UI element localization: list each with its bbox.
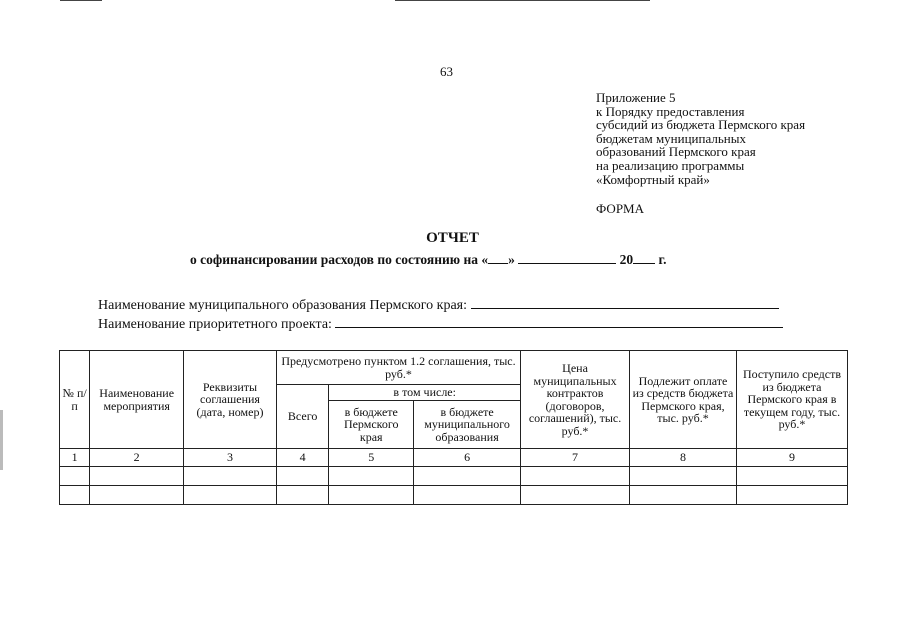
page-number: 63: [440, 64, 453, 79]
header-event-name: Наименование мероприятия: [90, 351, 184, 449]
column-number: 8: [630, 449, 737, 467]
subtitle-year-prefix: 20: [619, 252, 634, 267]
header-received: Поступило средств из бюджета Пермского края в текущем году, тыс. руб.*: [736, 351, 847, 449]
column-number: 9: [736, 449, 847, 467]
column-number: 4: [276, 449, 328, 467]
header-including: в том числе:: [329, 385, 521, 401]
project-label: Наименование приоритетного проекта:: [98, 317, 332, 332]
report-title: ОТЧЕТ: [426, 230, 479, 246]
table-cell[interactable]: [90, 467, 184, 486]
appendix-line: «Комфортный край»: [596, 171, 710, 187]
table-row: [60, 486, 848, 505]
subtitle-close-quote: »: [508, 252, 515, 267]
header-provided: Предусмотрено пунктом 1.2 соглашения, тыс. руб.*: [276, 351, 520, 385]
column-number-row: [60, 449, 848, 467]
column-number: 3: [184, 449, 277, 467]
day-blank: [488, 251, 508, 264]
appendix-line: Приложение 5: [596, 90, 676, 105]
appendix-line: к Порядку предоставления: [596, 103, 745, 119]
table-cell[interactable]: [630, 486, 737, 505]
subtitle-suffix: г.: [658, 252, 667, 267]
project-blank[interactable]: [335, 315, 783, 328]
header-total: Всего: [276, 385, 328, 449]
column-number: 2: [90, 449, 184, 467]
appendix-line: бюджетам муниципальных: [596, 130, 746, 146]
table-cell[interactable]: [90, 486, 184, 505]
table-cell[interactable]: [414, 486, 521, 505]
appendix-block: [596, 91, 805, 186]
table-cell[interactable]: [60, 486, 90, 505]
header-num: № п/п: [60, 351, 90, 449]
column-number: 7: [521, 449, 630, 467]
month-blank: [518, 251, 616, 264]
table-cell[interactable]: [414, 467, 521, 486]
table-cell[interactable]: [276, 467, 328, 486]
report-subtitle: [190, 251, 666, 268]
top-border-line: [395, 0, 650, 1]
report-table: [59, 350, 848, 505]
subtitle-prefix: о софинансировании расходов по состоянию на «: [190, 252, 489, 267]
table-cell[interactable]: [329, 486, 414, 505]
table-cell[interactable]: [630, 467, 737, 486]
top-border-line: [60, 0, 102, 1]
table-cell[interactable]: [736, 467, 847, 486]
table-cell[interactable]: [60, 467, 90, 486]
municipality-blank[interactable]: [471, 296, 779, 309]
table-cell[interactable]: [276, 486, 328, 505]
scan-edge-mark: [0, 410, 3, 470]
table-cell[interactable]: [736, 486, 847, 505]
appendix-line: субсидий из бюджета Пермского края: [596, 117, 806, 133]
header-agreement-details: Реквизиты соглашения (дата, номер): [184, 351, 277, 449]
header-municipal-budget: в бюджете муниципального образования: [414, 401, 521, 449]
column-number: 5: [329, 449, 414, 467]
column-number: 6: [414, 449, 521, 467]
municipality-label: Наименование муниципального образования Пермского края:: [98, 298, 467, 313]
table-cell[interactable]: [521, 486, 630, 505]
table-cell[interactable]: [184, 467, 277, 486]
header-contract-price: Цена муниципальных контрактов (договоров, соглашений), тыс. руб.*: [521, 351, 630, 449]
table-cell[interactable]: [184, 486, 277, 505]
appendix-line: образований Пермского края: [596, 144, 756, 160]
header-payable: Подлежит оплате из средств бюджета Пермского края, тыс. руб.*: [630, 351, 737, 449]
table-row: [60, 467, 848, 486]
table-cell[interactable]: [329, 467, 414, 486]
year-blank: [633, 251, 655, 264]
header-region-budget: в бюджете Пермского края: [329, 401, 414, 449]
appendix-line: на реализацию программы: [596, 157, 745, 173]
project-field: [98, 315, 783, 333]
municipality-field: [98, 296, 779, 314]
form-label: ФОРМА: [596, 201, 644, 216]
table-cell[interactable]: [521, 467, 630, 486]
column-number: 1: [60, 449, 90, 467]
